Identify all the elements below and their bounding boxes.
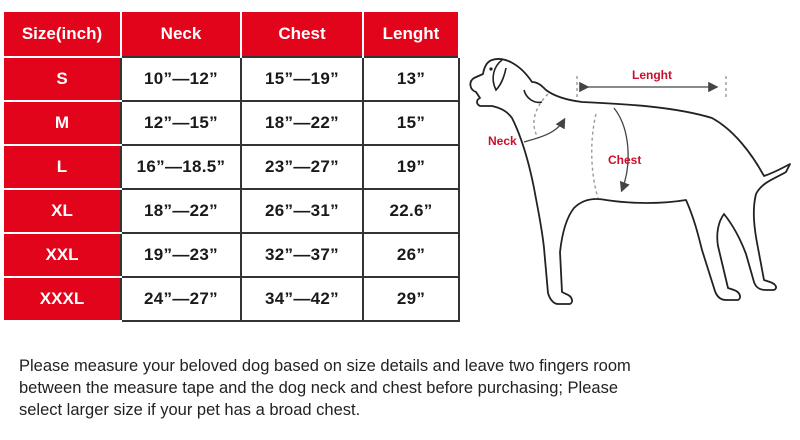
- table-row: [3, 233, 459, 277]
- neck-cell: 16”—18.5”: [121, 145, 241, 189]
- table-row: [3, 189, 459, 233]
- length-label: Lenght: [632, 68, 672, 82]
- neck-cell: 10”—12”: [121, 57, 241, 101]
- chest-cell: 26”—31”: [241, 189, 363, 233]
- dog-ear: [493, 60, 506, 90]
- header-size: Size(inch): [3, 12, 121, 57]
- size-cell: M: [3, 101, 121, 145]
- size-chart-table: [2, 12, 460, 322]
- length-cell: 15”: [363, 101, 459, 145]
- measurement-note: Please measure your beloved dog based on size details and leave two fingers room between the measure tape and the dog neck and chest before purchasing; Please select larger size if your pet has a broad chest.: [19, 357, 631, 419]
- header-length: Lenght: [363, 12, 459, 57]
- chest-arrow: [614, 108, 628, 190]
- dog-measurement-diagram: [462, 38, 792, 328]
- neck-cell: 24”—27”: [121, 277, 241, 321]
- chest-cell: 18”—22”: [241, 101, 363, 145]
- table-row: [3, 57, 459, 101]
- size-cell: L: [3, 145, 121, 189]
- neck-dashed-ring: [534, 94, 548, 138]
- chest-cell: 15”—19”: [241, 57, 363, 101]
- dog-eye: [489, 67, 492, 70]
- size-cell: S: [3, 57, 121, 101]
- chest-cell: 32”—37”: [241, 233, 363, 277]
- neck-label: Neck: [488, 134, 517, 148]
- dog-outline: [470, 59, 790, 304]
- size-cell: XXXL: [3, 277, 121, 321]
- neck-cell: 18”—22”: [121, 189, 241, 233]
- chest-cell: 34”—42”: [241, 277, 363, 321]
- chest-label: Chest: [608, 153, 642, 167]
- neck-arrow: [524, 120, 564, 142]
- header-neck: Neck: [121, 12, 241, 57]
- header-chest: Chest: [241, 12, 363, 57]
- size-cell: XL: [3, 189, 121, 233]
- table-header-row: [3, 12, 459, 57]
- length-cell: 19”: [363, 145, 459, 189]
- neck-cell: 19”—23”: [121, 233, 241, 277]
- chest-cell: 23”—27”: [241, 145, 363, 189]
- size-cell: XXL: [3, 233, 121, 277]
- table-row: [3, 277, 459, 321]
- neck-cell: 12”—15”: [121, 101, 241, 145]
- chest-dashed-ring: [592, 114, 598, 198]
- length-cell: 13”: [363, 57, 459, 101]
- table-row: [3, 101, 459, 145]
- length-cell: 26”: [363, 233, 459, 277]
- table-row: [3, 145, 459, 189]
- length-cell: 22.6”: [363, 189, 459, 233]
- dog-collar: [524, 90, 542, 102]
- length-cell: 29”: [363, 277, 459, 321]
